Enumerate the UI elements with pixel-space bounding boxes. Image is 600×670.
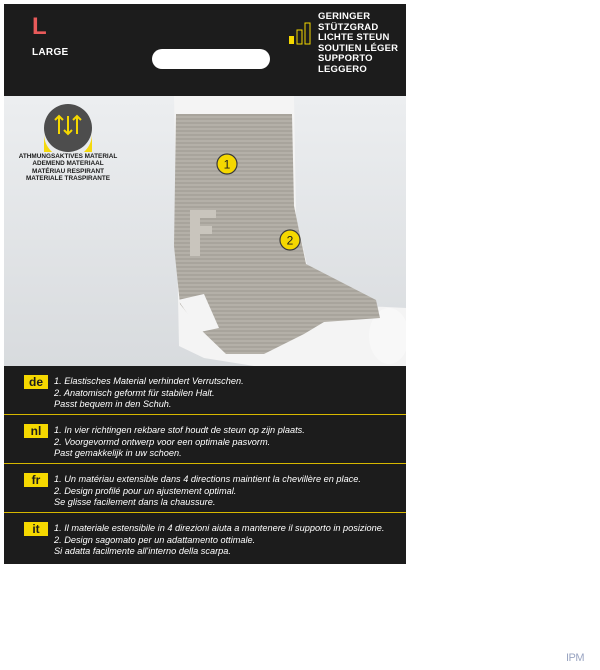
description-line: 1. Elastisches Material verhindert Verrutschen. — [54, 376, 244, 386]
breathable-material-label — [8, 153, 128, 183]
language-badge: de — [24, 375, 48, 389]
language-badge: it — [24, 522, 48, 536]
description-lines — [54, 523, 384, 558]
description-panel — [4, 366, 406, 561]
description-line: Past gemakkelijk in uw schoen. — [54, 448, 182, 459]
support-level-icon — [288, 21, 312, 45]
hang-hole — [152, 49, 270, 69]
support-level-line: SOUTIEN LÉGER — [318, 42, 399, 54]
description-line: Passt bequem in den Schuh. — [54, 399, 172, 410]
description-line: Se glisse facilement dans la chaussure. — [54, 497, 216, 508]
support-level-line: SUPPORTO — [318, 53, 373, 64]
language-badge: nl — [24, 424, 48, 438]
description-row-it — [4, 513, 406, 561]
breathable-label-line: MATERIALE TRASPIRANTE — [25, 175, 111, 183]
breathable-material-badge — [44, 104, 92, 152]
support-level-line: STÜTZGRAD — [318, 21, 379, 33]
size-letter: L — [32, 13, 47, 40]
description-line: 2. Anatomisch geformt für stabilen Halt. — [54, 387, 215, 398]
description-row-nl — [4, 415, 406, 464]
support-level-line: LICHTE STEUN — [318, 32, 390, 43]
breathable-label-line: MATÉRIAU RESPIRANT — [32, 167, 104, 175]
description-lines — [54, 474, 361, 509]
description-lines — [54, 376, 244, 411]
support-level-line: GERINGER — [318, 11, 371, 22]
size-word: LARGE — [32, 47, 69, 58]
description-line: 1. In vier richtingen rekbare stof houdt de steun op zijn plaats. — [54, 425, 305, 435]
description-row-fr — [4, 464, 406, 513]
breathable-arrows-icon — [44, 104, 92, 152]
watermark: IPM — [565, 652, 584, 664]
callout-2-label: 2 — [286, 233, 294, 248]
callout-1-label: 1 — [223, 157, 231, 172]
language-badge: fr — [24, 473, 48, 487]
description-row-de — [4, 366, 406, 415]
description-lines — [54, 425, 305, 460]
description-line: 1. Il materiale estensibile in 4 direzioni aiuta a mantenere il supporto in posizione. — [54, 523, 385, 533]
breathable-label-line: ADEMEND MATERIAAL — [32, 160, 104, 168]
description-line: 2. Voorgevormd ontwerp voor een optimale pasvorm. — [54, 436, 271, 447]
description-line: Si adatta facilmente all'interno della scarpa. — [54, 546, 231, 557]
description-line: 1. Un matériau extensible dans 4 directions maintient la chevillère en place. — [54, 474, 361, 484]
breathable-label-line: ATHMUNGSAKTIVES MATERIAL — [18, 153, 118, 160]
support-level-line: LEGGERO — [318, 63, 367, 75]
support-level-text — [318, 12, 398, 75]
description-line: 2. Design profilé pour un ajustement optimal. — [54, 485, 237, 496]
description-line: 2. Design sagomato per un adattamento ottimale. — [54, 534, 256, 545]
